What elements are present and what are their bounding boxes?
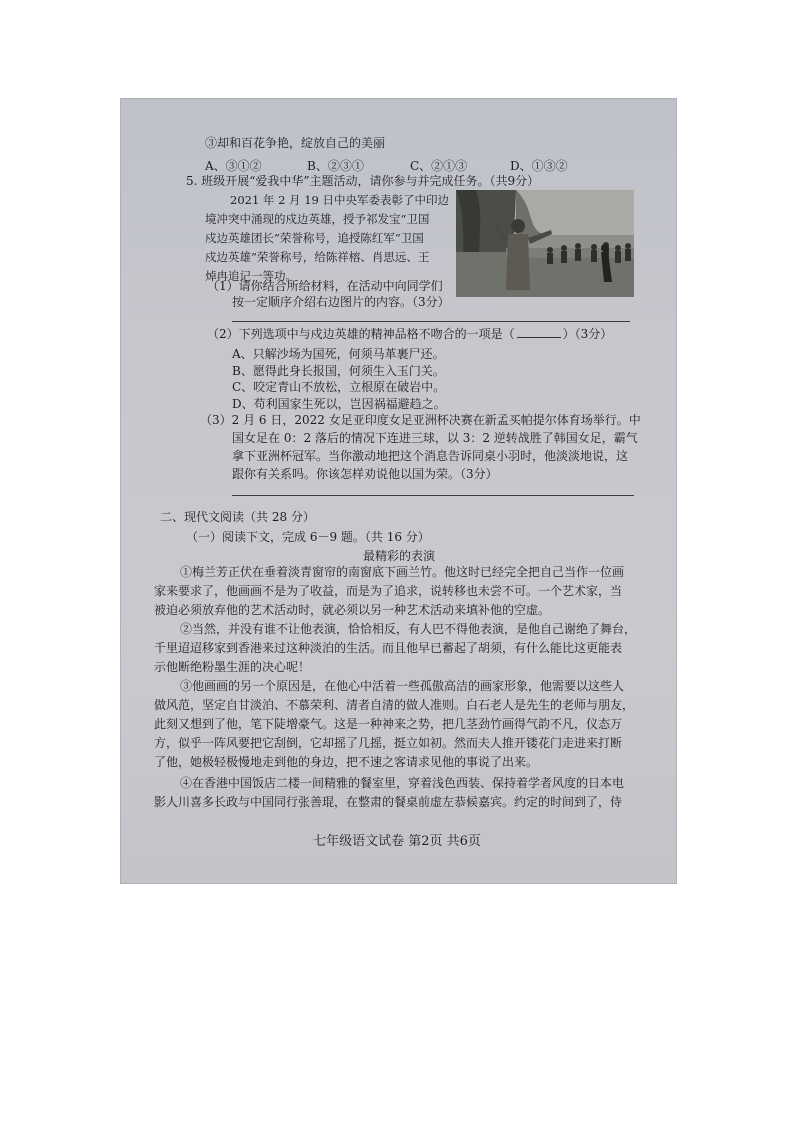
article-line: 影人川喜多长政与中国同行张善琨，在整肃的餐桌前虚左恭候嘉宾。约定的时间到了，侍 — [154, 795, 623, 809]
answer-line[interactable] — [232, 321, 630, 322]
soldiers-photo — [456, 190, 634, 297]
q5-intro-line: 境冲突中涌现的戍边英雄，授予祁发宝“卫国 — [205, 212, 430, 226]
q5-sub3-line: 国女足在 0：2 落后的情况下连进三球，以 3：2 逆转战胜了韩国女足，霸气 — [232, 431, 638, 445]
q5-sub3-line: 跟你有关系吗。你该怎样劝说他以国为荣。（3分） — [232, 467, 498, 481]
q5-sub2-option-b: B、愿得此身长报国，何须生入玉门关。 — [232, 364, 445, 378]
article-line: 示他断绝粉墨生涯的决心呢！ — [154, 660, 311, 674]
q4-option-d: D、①③② — [510, 159, 568, 173]
q5-intro-line: 戍边英雄”荣誉称号，给陈祥榕、肖思远、王 — [205, 250, 430, 264]
q5-sub3-line: （3）2 月 6 日，2022 女足亚印度女足亚洲杯决赛在新孟买帕提尔体育场举行。中 — [200, 413, 641, 427]
article-line: 了他，她极轻极慢地走到他的身边，把不速之客请求见他的事说了出来。 — [154, 755, 539, 769]
q5-sub2-option-a: A、只解沙场为国死，何须马革裹尸还。 — [232, 347, 445, 361]
section-title: 二、现代文阅读（共 28 分） — [160, 510, 315, 524]
q5-sub1-line: 按一定顺序介绍右边图片的内容。（3分） — [232, 295, 450, 309]
soldiers-photo-icon — [456, 190, 634, 297]
q5-intro-line: 2021 年 2 月 19 日中央军委表彰了中印边 — [230, 193, 449, 207]
q5-sub2-option-c: C、咬定青山不放松，立根原在破岩中。 — [232, 380, 446, 394]
q5-intro-line: 戍边英雄团长”荣誉称号，追授陈红军“卫国 — [205, 231, 424, 245]
q4-option-b: B、②③① — [307, 159, 364, 173]
q5-sub2-option-d: D、苟利国家生死以，岂因祸福避趋之。 — [232, 397, 446, 411]
q5-sub1-line: （1）请你结合所给材料，在活动中向同学们 — [207, 279, 443, 293]
answer-line[interactable] — [232, 495, 634, 496]
article-line: ③他画画的另一个原因是，在他心中活着一些孤傲高洁的画家形象，他需要以这些人 — [180, 679, 625, 693]
q4-item-3: ③却和百花争艳，绽放自己的美丽 — [205, 136, 386, 150]
article-line: ①梅兰芳正伏在垂着淡青窗帘的南窗底下画兰竹。他这时已经完全把自己当作一位画 — [180, 565, 625, 579]
q4-option-a: A、③①② — [205, 159, 262, 173]
article-line: 此刻又想到了他，笔下陡增豪气。这是一种神来之势，把几茎劲竹画得气韵不凡，仪态万 — [154, 717, 623, 731]
article-line: ②当然，并没有谁不让他表演，恰恰相反，有人巴不得他表演，是他自己谢绝了舞台， — [180, 622, 637, 636]
q5-sub2-question — [207, 327, 612, 341]
article-line: 做风范，坚定自甘淡泊、不慕荣利、清者自清的做人准则。白石老人是先生的老师与朋友， — [154, 698, 635, 712]
q5-intro-line: 焯冉追记一等功。 — [205, 269, 297, 283]
article-line: 被迫必须放弃他的艺术活动时，就必须以另一种艺术活动来填补他的空虚。 — [154, 603, 551, 617]
article-line: 方，似乎一阵风要把它刮倒，它却摇了几摇，挺立如初。然而夫人推开镂花门走进来打断 — [154, 736, 623, 750]
q5-sub2-prefix: （2）下列选项中与戍边英雄的精神品格不吻合的一项是（ — [207, 327, 515, 341]
page-footer: 七年级语文试卷 第2页 共6页 — [313, 834, 481, 849]
q5-sub2-suffix: ）（3分） — [562, 327, 613, 341]
article-line: 家来要求了，他画画不是为了收益，而是为了追求，说转移也未尝不可。一个艺术家，当 — [154, 584, 623, 598]
q5-sub3-line: 拿下亚洲杯冠军。当你激动地把这个消息告诉同桌小羽时，他淡淡地说，这 — [232, 449, 629, 463]
article-title: 最精彩的表演 — [363, 549, 436, 563]
article-line: ④在香港中国饭店二楼一间精雅的餐室里，穿着浅色西装、保持着学者风度的日本电 — [180, 776, 625, 790]
answer-blank[interactable] — [517, 337, 561, 338]
section-subtitle: （一）阅读下文，完成 6－9 题。（共 16 分） — [186, 530, 430, 544]
q4-option-c: C、②①③ — [410, 159, 468, 173]
article-line: 千里迢迢移家到香港来过这种淡泊的生活。而且他早已蓄起了胡须，有什么能比这更能表 — [154, 641, 623, 655]
q5-header: 5. 班级开展“爱我中华”主题活动，请你参与并完成任务。（共9分） — [186, 174, 540, 188]
